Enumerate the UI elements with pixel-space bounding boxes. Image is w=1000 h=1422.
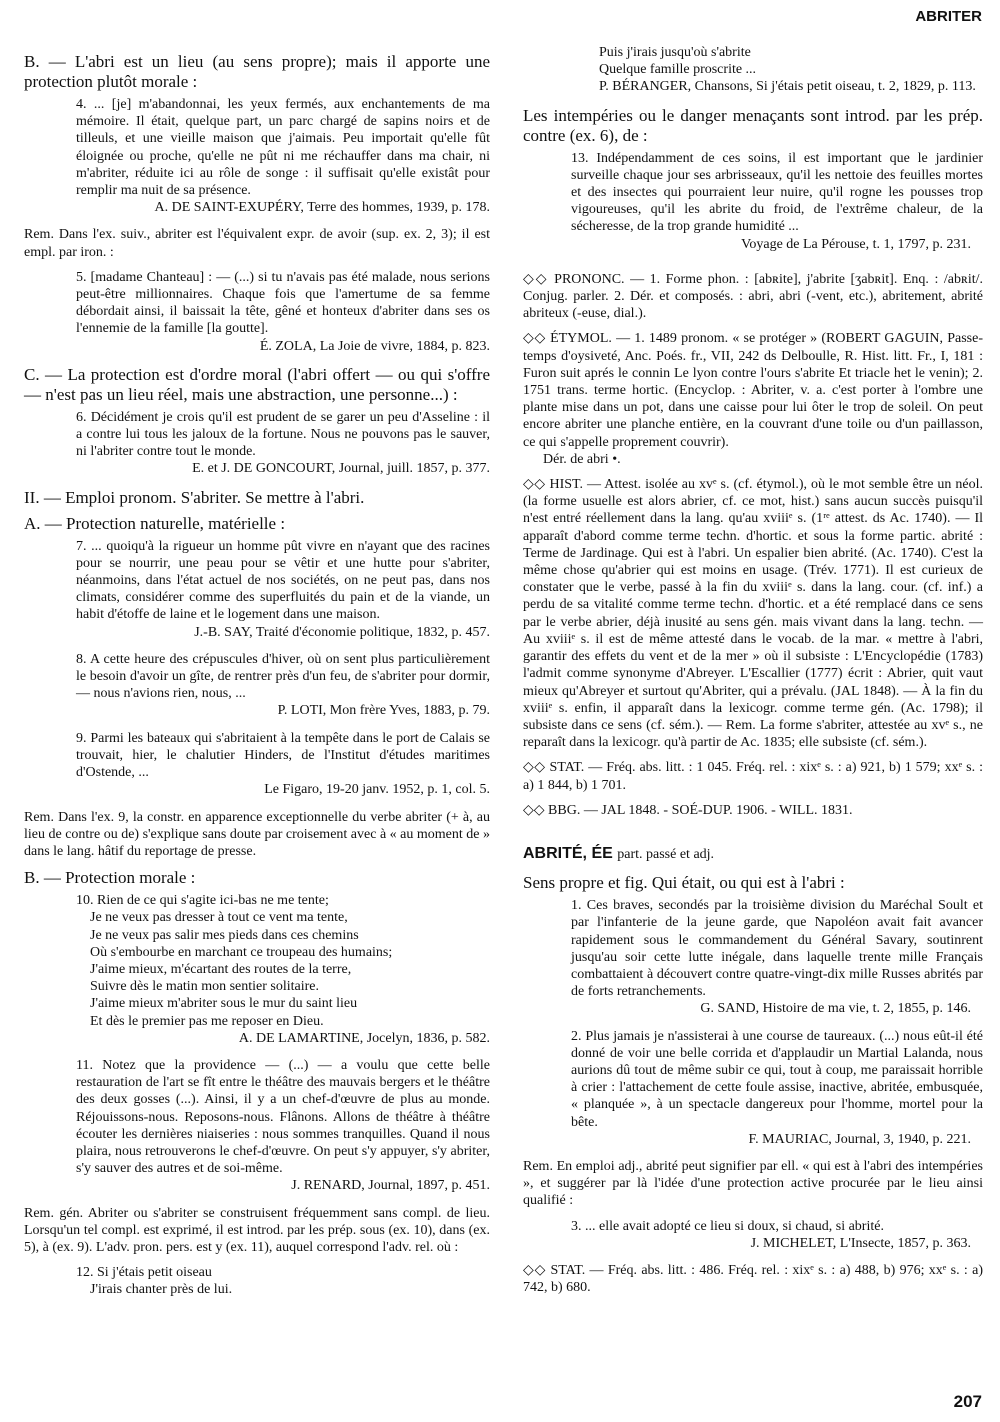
verse-line: J'aime mieux, m'écartant des routes de la terre, (90, 961, 352, 977)
example-9: 9. Parmi les bateaux qui s'abritaient à la tempête dans le port de Calais se trouvait, hier, le chalutier Hinders, de l'Institut d'études maritimes d'Ostende, ... (76, 730, 490, 781)
right-column (523, 44, 983, 1304)
verse-line: Quelque famille proscrite ... (599, 62, 757, 78)
section-b2-title: B. — Protection morale : (24, 868, 196, 888)
left-column (24, 46, 490, 1299)
example-12-source: P. BÉRANGER, Chansons, Si j'étais petit oiseau, t. 2, 1829, p. 113. (599, 79, 976, 95)
example-9-source: Le Figaro, 19-20 janv. 1952, p. 1, col. 5. (264, 782, 490, 798)
etymol-section: ◇◇ ÉTYMOL. — 1. 1489 pronom. « se protéger » (ROBERT GAGUIN, Passe-temps d'oysiveté, Anc. Poés. fr., VII, 242 ds Delboulle, R. Hist. litt. Fr., I, 181 : Furon suit aprés le connin Le lyon contre l'ours s'abrite Et triacle het le venin); 2. 1751 trans. terme hortic. (Encyclop. : Abriter, v. a. c'est porter à l'ombre une plante mise dans un pot, dans une caisse pour lui ôter le trop de soleil. On peut encore abriter une planche entière, en la couvrant d'une toile ou d'un paillasson, ce qui s'appelle proprement couvrir). (523, 331, 983, 450)
example-6: 6. Décidément je crois qu'il est prudent de se garer un peu d'Asseline : il a contre lui tous les jaloux de la fortune. Nous ne pouvons pas le sauver, ni l'abriter contre tout le monde. (76, 409, 490, 460)
abrite-remark: Rem. En emploi adj., abrité peut signifier par ell. « qui est à l'abri des intempéries », et suggérer par là l'idée d'une protection active procurée par le lieu ainsi qualifié : (523, 1158, 983, 1209)
verse-line: Et dès le premier pas me reposer en Dieu. (90, 1013, 324, 1029)
bbg-section: ◇◇ BBG. — JAL 1848. - SOÉ-DUP. 1906. - WILL. 1831. (523, 802, 853, 818)
abrite-example-2: 2. Plus jamais je n'assisterai à une course de taureaux. (...) nous eût-il été donné de voir une belle corrida et d'applaudir un Martial Lalanda, nous aurions dû tout de même subir ce qui, tout à coup, me paraissait horrible à crier : l'attachement de cette foule assise, inactive, abritée, embusquée, « planquée », à un spectacle dangereux pour l'homme, mortel pour la bête. (571, 1028, 983, 1130)
verse-line: 10. Rien de ce qui s'agite ici-bas ne me tente; (76, 893, 329, 909)
example-8: 8. A cette heure des crépuscules d'hiver, où on sent plus particulièrement le besoin d'avoir un gîte, de rentrer près d'un feu, de s'abriter pour dormir, — nous n'avions rien, nous, ... (76, 651, 490, 702)
stat-section: ◇◇ STAT. — Fréq. abs. litt. : 1 045. Fréq. rel. : xixᵉ s. : a) 921, b) 1 579; xxᵉ s. : a) 1 844, b) 1 701. (523, 760, 983, 793)
entry-abrite-title (523, 845, 983, 863)
example-8-source: P. LOTI, Mon frère Yves, 1883, p. 79. (277, 703, 490, 719)
section-c-title: C. — La protection est d'ordre moral (l'abri offert — ou qui s'offre — n'est pas un lieu réel, mais une abstraction, une personne...) : (24, 364, 490, 404)
remark-2: Rem. Dans l'ex. 9, la constr. en apparence exceptionnelle du verbe abriter (+ à, au lieu de contre ou de) s'explique sans doute par croisement avec à « au moment de » dans le lang. hâtif du reportage de presse. (24, 809, 490, 859)
example-11-source: J. RENARD, Journal, 1897, p. 451. (291, 1178, 490, 1194)
abrite-example-3-source: J. MICHELET, L'Insecte, 1857, p. 363. (750, 1235, 971, 1251)
section-ii-title: II. — Emploi pronom. S'abriter. Se mettre à l'abri. (24, 487, 365, 507)
verse-line: Puis j'irais jusqu'où s'abrite (599, 45, 751, 60)
verse-line: Je ne veux pas dresser à tout ce vent ma tente, (90, 910, 348, 926)
example-6-source: E. et J. DE GONCOURT, Journal, juill. 1857, p. 377. (192, 461, 490, 477)
example-10-source: A. DE LAMARTINE, Jocelyn, 1836, p. 582. (238, 1030, 490, 1046)
verse-line: Je ne veux pas salir mes pieds dans ces chemins (90, 927, 359, 943)
prononc-section: ◇◇ PRONONC. — 1. Forme phon. : [abʀite], j'abrite [ʒabʀit]. Enq. : /abʀit/. Conjug. parler. 2. Dér. et composés. : abri, abri (-vent, etc.), abritement, abrité abriteux (-euse, dial.). (523, 271, 983, 322)
verse-line: Où s'embourbe en marchant ce troupeau des humains; (90, 944, 393, 960)
verse-line: Suivre dès le matin mon sentier solitaire. (90, 979, 320, 995)
section-b-title: B. — L'abri est un lieu (au sens propre); mais il apporte une protection plutôt morale : (24, 52, 490, 91)
intemperies-note: Les intempéries ou le danger menaçants sont introd. par les prép. contre (ex. 6), de : (523, 105, 983, 145)
example-11: 11. Notez que la providence — (...) — a voulu que cette belle restauration de l'art se fît entre le théâtre des mauvais bergers et le théâtre des deux gosses (...). Ainsi, il y a un chef-d'œuvre de plus au monde. Réjouissons-nous. Reposons-nous. Flânons. Allons de théâtre à théâtre écouter les dernières niaiseries : nous sommes tranquilles. Quand il nous plaira, nous retrouverons le chef-d'œuvre. On peut s'y appuyer, s'y abriter, s'y sauver des autres et de soi-même. (76, 1057, 490, 1177)
example-12-continued (523, 44, 983, 78)
example-13-source: Voyage de La Pérouse, t. 1, 1797, p. 231. (741, 236, 971, 252)
verse-line: J'irais chanter près de lui. (90, 1282, 233, 1298)
example-10 (24, 892, 490, 1030)
page-number: 207 (953, 1391, 982, 1411)
verse-line: J'aime mieux m'abriter sous le mur du saint lieu (90, 996, 358, 1012)
example-7-source: J.-B. SAY, Traité d'économie politique, 1832, p. 457. (194, 624, 490, 640)
verse-line: 12. Si j'étais petit oiseau (76, 1265, 212, 1281)
entry-headword: ABRITÉ, ÉE (523, 844, 613, 862)
example-4-source: A. DE SAINT-EXUPÉRY, Terre des hommes, 1939, p. 178. (154, 200, 490, 216)
running-head: ABRITER (915, 8, 982, 25)
hist-section: ◇◇ HIST. — Attest. isolée au xvᵉ s. (cf. étymol.), où le mot semble être un néol. (la forme usuelle est alors abrier, cf. ce mot, hist.) sans aucun succès puisqu'il n'est entré réellement dans la lang. qu'au xviiiᵉ s. (1ʳᵉ attest. ds Ac. 1740). — Il apparaît d'abord comme terme techn. d'hortic. et sous la forme partic. abrité : Terme de Jardinage. Qui est à l'abri. Un espalier bien abrité. (Ac. 1740). C'est la même chose qu'abrier qui est moins en usage. (Trév. 1771). Il est curieux de constater que le verbe, passé à la fin du xviiiᵉ s. dans la lang. cour. (cf. inf.) a perdu de sa vitalité comme terme techn. d'hortic. et a été remplacé dans ce sens par le verbe abrier, déjà inusité au sens gén. mais vivant dans la lang. techn. — Au xviiiᵉ s. il est de même attesté dans le vocab. de la mar. « mettre à l'abri, garantir des effets du vent et de la mer » où il subsiste : L'Encyclopédie (1783) l'admit comme synonyme d'Abreyer. L'Escallier (1777) écrit : Abrier, quit vaut mieux qu'Abreyer et surtout qu'Abriter, qui a prévalu. (JAL 1848). — À la fin du xviiiᵉ s. enfin, il apparaît dans la lexicogr. comme terme gén. (Ac. 1798); il subsiste dans ce sens (cf. sém.). — Rem. La forme s'abriter, attestée au xvᵉ s., ne reparaît dans la lexicogr. qu'à partir de Ac. 1835; elle subsiste (cf. sém.). (523, 477, 983, 751)
example-13: 13. Indépendamment de ces soins, il est important que le jardinier surveille chaque jour ses arbrisseaux, qu'il les nettoie des feuilles mortes et des insectes qui pourraient leur nuire, qu'il rogne les pousses trop vigoureuses, qu'il les abrite du froid, de l'extrême chaleur, de la sécheresse, de la trop grande humidité ... (571, 150, 983, 235)
entry-sense: Sens propre et fig. Qui était, ou qui est à l'abri : (523, 873, 845, 893)
abrite-example-1-source: G. SAND, Histoire de ma vie, t. 2, 1855, p. 146. (700, 1001, 971, 1017)
example-12 (24, 1264, 490, 1298)
section-a-title: A. — Protection naturelle, matérielle : (24, 513, 286, 533)
etymol-derivation: Dér. de abri •. (543, 451, 621, 467)
remark-1: Rem. Dans l'ex. suiv., abriter est l'équivalent expr. de avoir (sup. ex. 2, 3); il est empl. par iron. : (24, 227, 490, 260)
abrite-stat-section: ◇◇ STAT. — Fréq. abs. litt. : 486. Fréq. rel. : xixᵉ s. : a) 488, b) 976; xxᵉ s. : a) 742, b) 680. (523, 1262, 983, 1296)
general-remark: Rem. gén. Abriter ou s'abriter se construisent fréquemment sans compl. de lieu. Lorsqu'un tel compl. est exprimé, il est introd. par les prép. sous (ex. 10), dans (ex. 5), à (ex. 9). L'adv. pron. pers. est y (ex. 11), auquel correspond l'adv. rel. où : (24, 1205, 490, 1255)
abrite-example-2-source: F. MAURIAC, Journal, 3, 1940, p. 221. (748, 1131, 971, 1147)
entry-pos: part. passé et adj. (617, 846, 715, 862)
example-7: 7. ... quoiqu'à la rigueur un homme pût vivre en n'ayant que des racines pour se nourrir, une peau pour se vêtir et une hutte pour s'abriter, néanmoins, dans l'état actuel de nos sociétés, on ne peut pas, dans nos climats, considérer comme des superfluités du pain et de la viande, un habit d'étoffe de laine et le logement dans une maison. (76, 538, 490, 623)
example-5-source: É. ZOLA, La Joie de vivre, 1884, p. 823. (259, 338, 490, 354)
abrite-example-3: 3. ... elle avait adopté ce lieu si doux, si chaud, si abrité. (571, 1218, 884, 1234)
example-4: 4. ... [je] m'abandonnai, les yeux fermés, aux enchantements de ma mémoire. Il était, quelque part, un parc chargé de sapins noirs et de tilleuls, et une vieille maison que j'aimais. Peu importait qu'elle fût éloignée ou proche, qu'elle ne pût ni me réchauffer dans ma chair, ni m'abriter, réduite ici au rôle de songe : il suffisait qu'elle existât pour remplir ma nuit de sa présence. (76, 97, 490, 199)
abrite-example-1: 1. Ces braves, secondés par la troisième division du Maréchal Soult et par l'infanterie de la jeune garde, que Napoléon avait fait avancer rapidement sous le commandement du Général Savary, soutinrent jusqu'au soir cette lutte inégale, dans laquelle trente mille Français combattaient à découvert contre quatre-vingt-dix mille Russes abrités par de forts retranchements. (571, 898, 983, 1000)
example-5: 5. [madame Chanteau] : — (...) si tu n'avais pas été malade, nous serions peut-être millionnaires. Chaque fois que l'amertume de sa femme débordait ainsi, il baissait la tête, gêné et honteux d'abriter dans ses os l'ennemie de la famille [la goutte]. (76, 269, 490, 337)
